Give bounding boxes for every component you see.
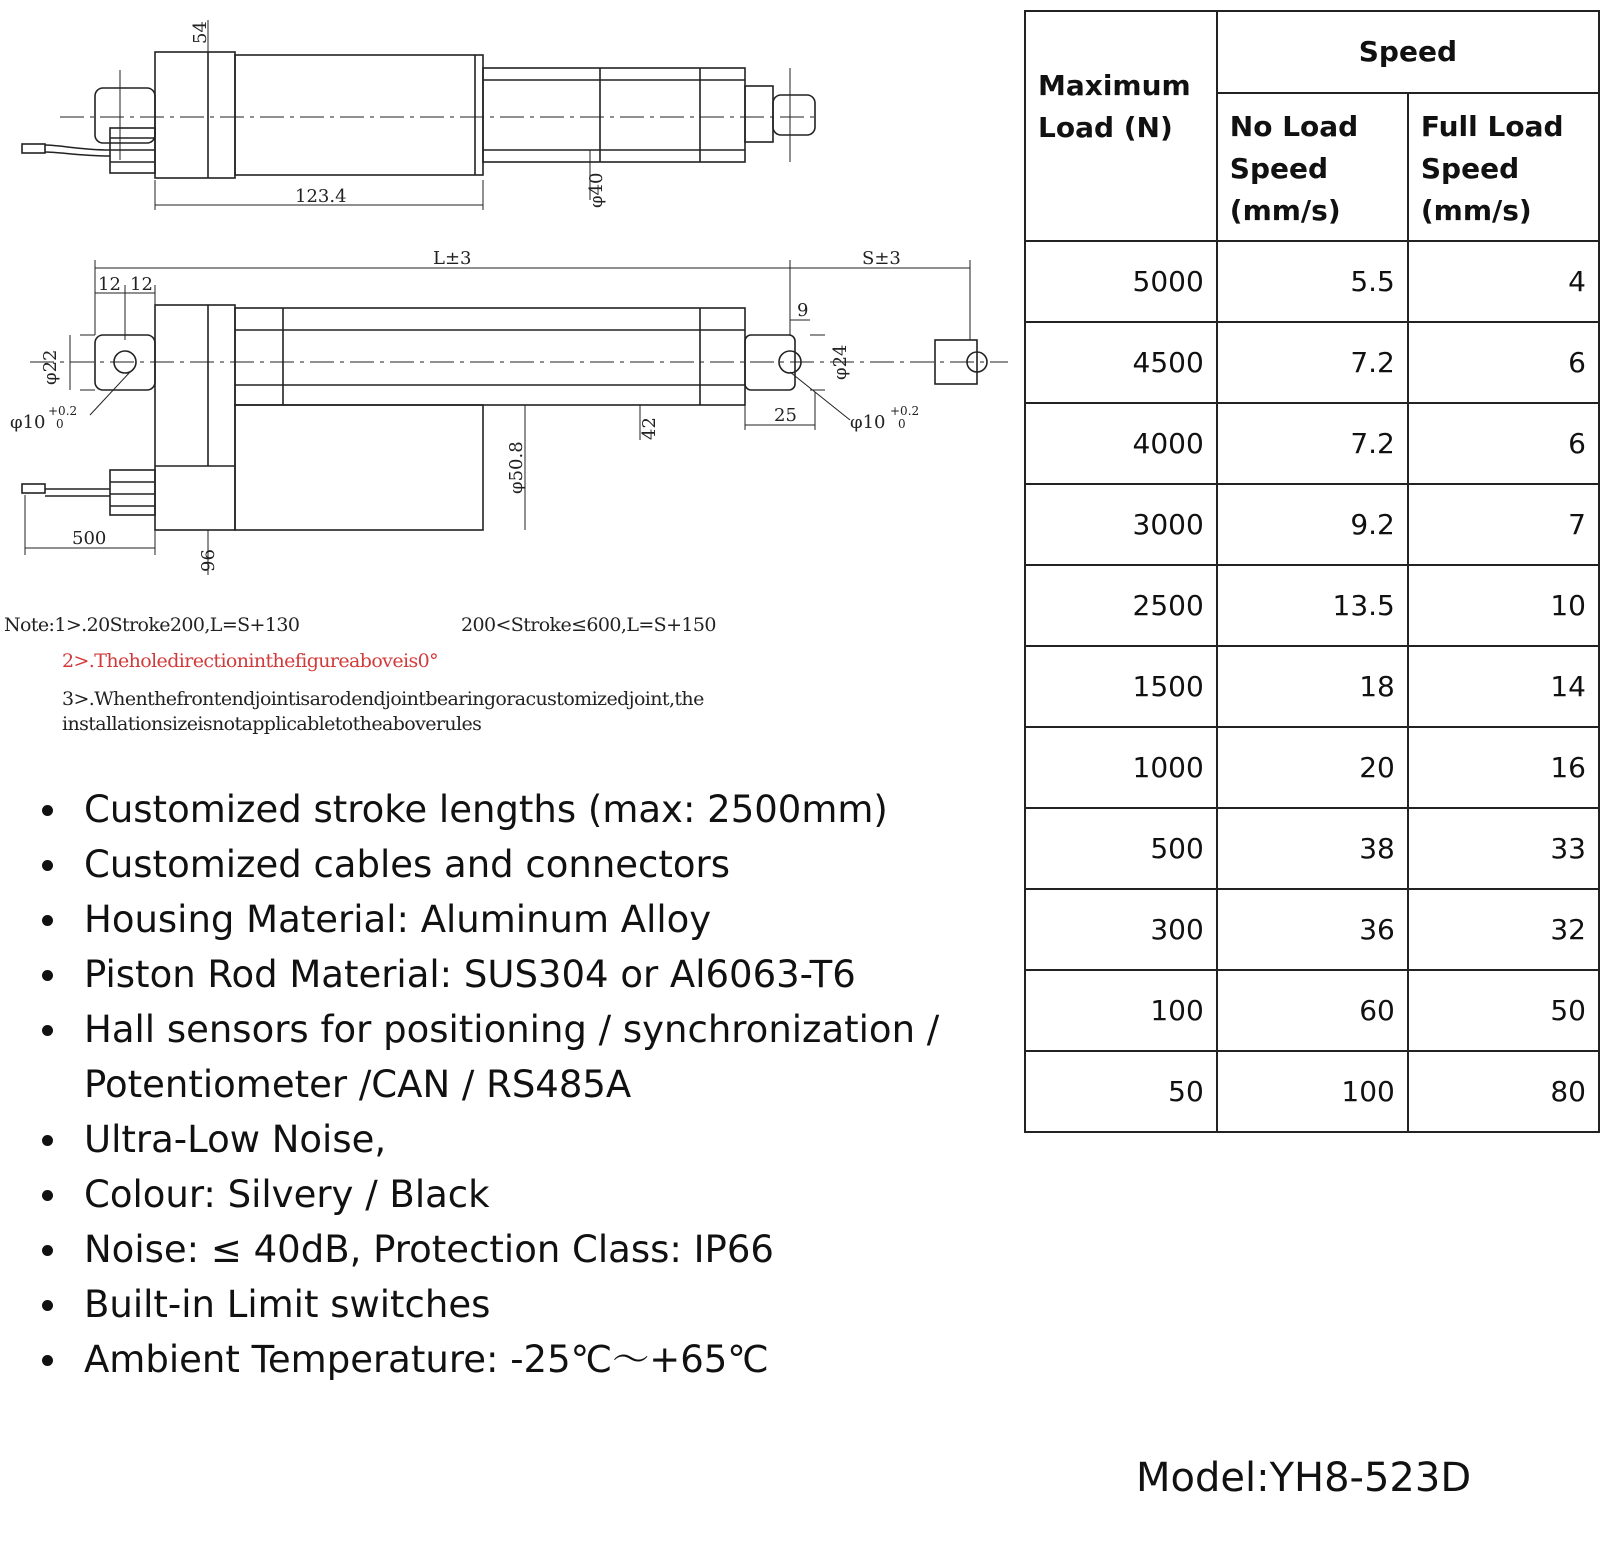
dim-L: L±3 <box>433 248 472 269</box>
max-load-cell: 100 <box>1025 970 1217 1051</box>
max-load-cell: 4500 <box>1025 322 1217 403</box>
feature-item: Housing Material: Aluminum Alloy <box>84 892 1044 947</box>
max-load-cell: 500 <box>1025 808 1217 889</box>
full-load-speed-cell: 6 <box>1408 403 1599 484</box>
dim-phi10-left: φ10 <box>10 412 46 433</box>
feature-item: Customized cables and connectors <box>84 837 1044 892</box>
full-load-speed-cell: 6 <box>1408 322 1599 403</box>
table-row <box>1025 241 1599 322</box>
table-row <box>1025 484 1599 565</box>
table-row <box>1025 646 1599 727</box>
max-load-cell: 1000 <box>1025 727 1217 808</box>
table-row <box>1025 1051 1599 1132</box>
no-load-speed-cell: 7.2 <box>1217 322 1408 403</box>
dim-S: S±3 <box>862 248 901 269</box>
note-1a: Note:1>.20Stroke200,L=S+130 <box>4 614 300 636</box>
no-load-speed-cell: 5.5 <box>1217 241 1408 322</box>
no-load-speed-cell: 38 <box>1217 808 1408 889</box>
full-load-speed-cell: 80 <box>1408 1051 1599 1132</box>
feature-item: Ambient Temperature: -25℃～+65℃ <box>84 1332 1044 1387</box>
dim-9: 9 <box>797 300 809 321</box>
table-row <box>1025 889 1599 970</box>
max-load-cell: 1500 <box>1025 646 1217 727</box>
table-body <box>1025 241 1599 1132</box>
note-3b: installationsizeisnotapplicabletotheaboverules <box>62 713 482 735</box>
header-full-load-speed: Full Load Speed (mm/s) <box>1408 93 1599 241</box>
full-load-speed-cell: 16 <box>1408 727 1599 808</box>
no-load-speed-cell: 100 <box>1217 1051 1408 1132</box>
no-load-speed-cell: 60 <box>1217 970 1408 1051</box>
no-load-speed-cell: 9.2 <box>1217 484 1408 565</box>
feature-item: Colour: Silvery / Black <box>84 1167 1044 1222</box>
feature-item: Noise: ≤ 40dB, Protection Class: IP66 <box>84 1222 1044 1277</box>
dim-tol-right-zero: 0 <box>898 417 906 431</box>
dim-96: 96 <box>198 549 219 572</box>
full-load-speed-cell: 50 <box>1408 970 1599 1051</box>
full-load-speed-cell: 4 <box>1408 241 1599 322</box>
header-max-load: Maximum Load (N) <box>1025 11 1217 241</box>
table-row <box>1025 808 1599 889</box>
full-load-speed-cell: 7 <box>1408 484 1599 565</box>
max-load-cell: 50 <box>1025 1051 1217 1132</box>
full-load-speed-cell: 33 <box>1408 808 1599 889</box>
dim-phi50-8: φ50.8 <box>506 441 527 494</box>
dim-tol-left-zero: 0 <box>56 417 64 431</box>
max-load-cell: 300 <box>1025 889 1217 970</box>
model-label: Model:YH8-523D <box>1136 1455 1472 1501</box>
note-2: 2>.Theholedirectioninthefigureaboveis0° <box>62 650 438 672</box>
full-load-speed-cell: 32 <box>1408 889 1599 970</box>
header-no-load-speed: No Load Speed (mm/s) <box>1217 93 1408 241</box>
header-speed: Speed <box>1217 11 1599 93</box>
full-load-speed-cell: 10 <box>1408 565 1599 646</box>
dim-tol-right: +0.2 <box>890 404 920 418</box>
dim-500: 500 <box>72 528 107 549</box>
speed-load-table <box>1024 10 1600 1133</box>
no-load-speed-cell: 7.2 <box>1217 403 1408 484</box>
no-load-speed-cell: 20 <box>1217 727 1408 808</box>
dim-25: 25 <box>774 405 797 426</box>
technical-drawing <box>0 0 1010 600</box>
table-row <box>1025 970 1599 1051</box>
no-load-speed-cell: 13.5 <box>1217 565 1408 646</box>
max-load-cell: 3000 <box>1025 484 1217 565</box>
dim-123: 123.4 <box>295 186 347 207</box>
feature-item: Piston Rod Material: SUS304 or Al6063-T6 <box>84 947 1044 1002</box>
full-load-speed-cell: 14 <box>1408 646 1599 727</box>
dim-54: 54 <box>190 21 211 44</box>
dim-phi24: φ24 <box>830 344 851 380</box>
table-row <box>1025 403 1599 484</box>
table-row <box>1025 727 1599 808</box>
max-load-cell: 2500 <box>1025 565 1217 646</box>
dim-12a: 12 <box>98 274 121 295</box>
table-row <box>1025 565 1599 646</box>
max-load-cell: 4000 <box>1025 403 1217 484</box>
dim-12b: 12 <box>130 274 153 295</box>
note-1b: 200<Stroke≤600,L=S+150 <box>461 614 716 636</box>
feature-list <box>40 782 1044 1387</box>
no-load-speed-cell: 18 <box>1217 646 1408 727</box>
feature-item: Ultra-Low Noise, <box>84 1112 1044 1167</box>
dim-42: 42 <box>639 417 660 440</box>
dim-phi40: φ40 <box>586 172 607 208</box>
note-3a: 3>.Whenthefrontendjointisarodendjointbearingoracustomizedjoint,the <box>62 688 704 710</box>
feature-item: Hall sensors for positioning / synchronization / Potentiometer /CAN / RS485A <box>84 1002 1044 1112</box>
dim-phi22: φ22 <box>40 349 61 385</box>
max-load-cell: 5000 <box>1025 241 1217 322</box>
dim-tol-left: +0.2 <box>48 404 78 418</box>
table-row <box>1025 322 1599 403</box>
dim-phi10-right: φ10 <box>850 412 886 433</box>
no-load-speed-cell: 36 <box>1217 889 1408 970</box>
feature-item: Customized stroke lengths (max: 2500mm) <box>84 782 1044 837</box>
feature-item: Built-in Limit switches <box>84 1277 1044 1332</box>
